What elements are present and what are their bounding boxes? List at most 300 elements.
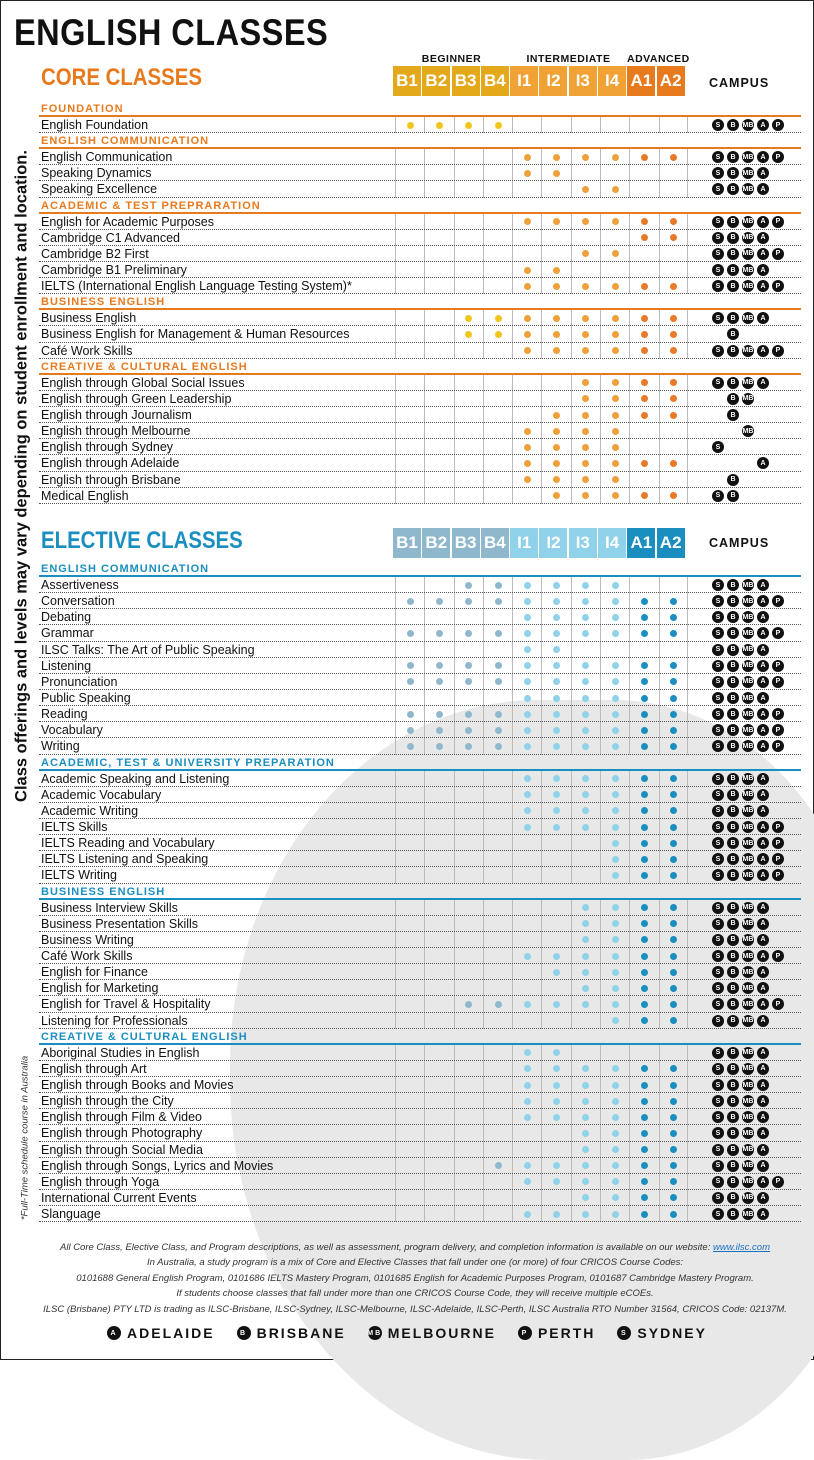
class-row	[39, 835, 801, 851]
level-cells	[395, 214, 688, 230]
level-dot	[553, 791, 560, 798]
level-cell	[629, 674, 658, 690]
category-header: BUSINESS ENGLISH	[39, 884, 801, 900]
campus-badges	[712, 1144, 787, 1156]
campus-empty	[772, 579, 784, 591]
campus-empty	[772, 934, 784, 946]
level-cell	[629, 996, 658, 1012]
level-cells	[395, 230, 688, 246]
level-cell	[424, 916, 453, 932]
level-dot	[582, 711, 589, 718]
level-cell	[395, 1045, 424, 1061]
campus-empty	[772, 1208, 784, 1220]
level-dot	[612, 727, 619, 734]
level-cell	[424, 230, 453, 246]
level-cell	[424, 1174, 453, 1190]
level-cell	[600, 149, 629, 165]
level-cell	[659, 439, 688, 455]
level-cells	[395, 262, 688, 278]
campus-b-icon: B	[237, 1326, 251, 1340]
level-dot	[524, 1082, 531, 1089]
campus-empty	[772, 409, 784, 421]
level-cell	[659, 310, 688, 326]
campus-b-badge: B	[727, 966, 739, 978]
level-cell	[483, 609, 512, 625]
level-dot	[553, 630, 560, 637]
level-cell	[659, 1174, 688, 1190]
campus-p-badge: P	[772, 151, 784, 163]
level-cell	[512, 1061, 541, 1077]
level-cell	[395, 900, 424, 916]
campus-p-badge: P	[772, 740, 784, 752]
level-cell	[483, 835, 512, 851]
level-cell	[395, 1174, 424, 1190]
level-cell	[454, 343, 483, 359]
campus-a-badge: A	[757, 167, 769, 179]
level-cell	[659, 900, 688, 916]
level-cell	[395, 310, 424, 326]
level-cell	[571, 690, 600, 706]
level-dot	[465, 1001, 472, 1008]
campus-empty	[742, 474, 754, 486]
class-name: English through Adelaide	[41, 456, 180, 471]
class-name: Vocabulary	[41, 723, 103, 738]
level-cell	[454, 867, 483, 883]
level-cell	[483, 246, 512, 262]
campus-mb-badge: MB	[742, 950, 754, 962]
level-cell	[424, 165, 453, 181]
level-dot	[670, 630, 677, 637]
level-cell	[629, 787, 658, 803]
level-dot	[582, 985, 589, 992]
level-dot	[524, 582, 531, 589]
campus-a-badge: A	[757, 740, 769, 752]
level-cell	[483, 706, 512, 722]
level-cell	[600, 867, 629, 883]
level-dot	[612, 662, 619, 669]
level-cell	[395, 1206, 424, 1222]
level-cell	[483, 996, 512, 1012]
campus-b-badge: B	[727, 998, 739, 1010]
level-cell	[424, 674, 453, 690]
level-dot	[524, 444, 531, 451]
level-dot	[670, 727, 677, 734]
campus-badges	[712, 1079, 787, 1091]
campus-mb-badge: MB	[742, 595, 754, 607]
class-name: English through Film & Video	[41, 1110, 202, 1125]
campus-a-badge: A	[757, 660, 769, 672]
level-dot	[465, 662, 472, 669]
level-cell	[424, 391, 453, 407]
level-cell	[483, 1142, 512, 1158]
level-cell	[395, 851, 424, 867]
level-cell	[424, 439, 453, 455]
campus-s-badge: S	[712, 119, 724, 131]
level-cell	[629, 771, 658, 787]
level-cell	[659, 738, 688, 754]
campus-empty	[727, 457, 739, 469]
class-row	[39, 1045, 801, 1061]
level-cells	[395, 867, 688, 883]
level-dot	[612, 791, 619, 798]
level-dot	[524, 791, 531, 798]
campus-s-badge: S	[712, 280, 724, 292]
level-cell	[629, 181, 658, 197]
level-cell	[629, 1045, 658, 1061]
level-dot	[582, 630, 589, 637]
level-cell	[395, 326, 424, 342]
campus-a-badge: A	[757, 644, 769, 656]
campus-badges	[712, 1127, 787, 1139]
level-cells	[395, 1077, 688, 1093]
level-cell	[659, 230, 688, 246]
level-cell	[395, 181, 424, 197]
level-cell	[629, 1061, 658, 1077]
level-dot	[524, 154, 531, 161]
level-dot	[495, 331, 502, 338]
level-a1-header: A1	[627, 528, 655, 558]
level-cell	[395, 803, 424, 819]
level-dot	[582, 791, 589, 798]
level-dot	[436, 743, 443, 750]
category-header: BUSINESS ENGLISH	[39, 294, 801, 310]
level-dot	[641, 1194, 648, 1201]
level-cell	[659, 214, 688, 230]
level-cell	[395, 165, 424, 181]
level-cell	[541, 851, 570, 867]
level-cells	[395, 165, 688, 181]
class-row	[39, 948, 801, 964]
campus-badges	[712, 611, 787, 623]
class-row	[39, 690, 801, 706]
campus-mb-badge: MB	[742, 312, 754, 324]
level-cell	[424, 455, 453, 471]
class-name: Business English	[41, 311, 137, 326]
level-dot	[495, 315, 502, 322]
level-cell	[483, 407, 512, 423]
campus-s-badge: S	[712, 918, 724, 930]
level-dot	[582, 1114, 589, 1121]
level-cell	[629, 488, 658, 504]
level-cell	[659, 625, 688, 641]
website-link[interactable]: www.ilsc.com	[712, 1242, 770, 1253]
level-cell	[424, 738, 453, 754]
level-cell	[629, 948, 658, 964]
level-dot	[670, 920, 677, 927]
level-cell	[512, 996, 541, 1012]
campus-badges	[712, 805, 787, 817]
level-dot	[612, 582, 619, 589]
level-cell	[454, 609, 483, 625]
level-cell	[541, 1206, 570, 1222]
level-cell	[541, 149, 570, 165]
level-dot	[495, 662, 502, 669]
level-dot	[670, 904, 677, 911]
level-cell	[454, 722, 483, 738]
level-cell	[629, 472, 658, 488]
level-dot	[641, 492, 648, 499]
campus-b-badge: B	[727, 312, 739, 324]
campus-badges	[712, 627, 787, 639]
level-dot	[582, 379, 589, 386]
level-b4-header: B4	[481, 66, 509, 96]
level-cell	[483, 948, 512, 964]
level-cell	[659, 609, 688, 625]
class-row	[39, 819, 801, 835]
level-cell	[424, 625, 453, 641]
class-name: Cambridge B2 First	[41, 246, 149, 261]
campus-s-badge: S	[712, 1063, 724, 1075]
level-cell	[600, 1061, 629, 1077]
class-row	[39, 214, 801, 230]
campus-a-badge: A	[757, 627, 769, 639]
level-dot	[553, 460, 560, 467]
level-dot	[553, 824, 560, 831]
level-dot	[524, 1162, 531, 1169]
level-dot	[641, 1098, 648, 1105]
campus-b-badge: B	[727, 1127, 739, 1139]
level-dot	[524, 283, 531, 290]
class-name: Grammar	[41, 626, 94, 641]
level-dot	[582, 460, 589, 467]
campus-s-badge: S	[712, 982, 724, 994]
level-cell	[454, 1109, 483, 1125]
campus-empty	[772, 773, 784, 785]
level-cell	[483, 867, 512, 883]
level-dot	[553, 969, 560, 976]
class-name: Writing	[41, 739, 80, 754]
campus-a-badge: A	[757, 918, 769, 930]
campus-mb-badge: MB	[742, 869, 754, 881]
level-cells	[395, 609, 688, 625]
level-cell	[541, 1190, 570, 1206]
level-cell	[600, 1206, 629, 1222]
level-dot	[641, 985, 648, 992]
level-cell	[483, 1013, 512, 1029]
level-cell	[629, 1206, 658, 1222]
level-dot	[495, 630, 502, 637]
class-name: Speaking Excellence	[41, 182, 158, 197]
campus-mb-badge: MB	[742, 232, 754, 244]
level-cell	[541, 439, 570, 455]
level-cell	[424, 980, 453, 996]
campus-b-badge: B	[727, 328, 739, 340]
campus-s-badge: S	[712, 644, 724, 656]
level-cell	[659, 181, 688, 197]
campus-empty	[757, 328, 769, 340]
campus-mb-badge: MB	[742, 708, 754, 720]
level-cell	[483, 310, 512, 326]
class-row	[39, 658, 801, 674]
level-dot	[465, 331, 472, 338]
level-cell	[512, 900, 541, 916]
level-dot	[612, 1001, 619, 1008]
level-cell	[454, 980, 483, 996]
level-cell	[454, 117, 483, 133]
level-dot	[582, 218, 589, 225]
level-cell	[659, 1206, 688, 1222]
level-cell	[424, 787, 453, 803]
campus-empty	[772, 1127, 784, 1139]
class-name: English through Songs, Lyrics and Movies	[41, 1158, 274, 1173]
level-cell	[512, 1158, 541, 1174]
campus-p-badge: P	[772, 950, 784, 962]
campus-s-badge: S	[712, 579, 724, 591]
level-cells	[395, 1093, 688, 1109]
level-dot	[612, 695, 619, 702]
level-dot	[670, 379, 677, 386]
level-cell	[483, 964, 512, 980]
level-cell	[483, 326, 512, 342]
campus-a-badge: A	[757, 595, 769, 607]
level-cell	[454, 916, 483, 932]
level-cell	[571, 819, 600, 835]
level-dot	[641, 969, 648, 976]
level-dot	[612, 775, 619, 782]
level-cell	[659, 577, 688, 593]
level-cells	[395, 326, 688, 342]
level-dot	[612, 1178, 619, 1185]
level-cell	[424, 181, 453, 197]
level-cell	[659, 948, 688, 964]
level-dot	[582, 743, 589, 750]
level-cell	[541, 996, 570, 1012]
class-name: English through Global Social Issues	[41, 375, 245, 390]
class-name: IELTS Skills	[41, 820, 108, 835]
campus-mb-badge: MB	[742, 280, 754, 292]
level-cell	[629, 310, 658, 326]
campus-badges	[712, 328, 787, 340]
level-cell	[424, 851, 453, 867]
campus-mb-badge: MB	[742, 393, 754, 405]
campus-p-badge: P	[772, 216, 784, 228]
level-cell	[629, 262, 658, 278]
campus-s-badge: S	[712, 248, 724, 260]
level-cell	[483, 1158, 512, 1174]
level-dot	[670, 872, 677, 879]
level-cell	[600, 964, 629, 980]
class-row	[39, 262, 801, 278]
level-cell	[659, 149, 688, 165]
level-dot	[582, 1130, 589, 1137]
level-cell	[629, 423, 658, 439]
level-cell	[483, 1045, 512, 1061]
level-cell	[571, 771, 600, 787]
level-dot	[553, 492, 560, 499]
level-dot	[553, 1211, 560, 1218]
class-name: English through Sydney	[41, 440, 174, 455]
level-cell	[395, 214, 424, 230]
level-cell	[395, 771, 424, 787]
level-dot	[465, 678, 472, 685]
campus-badges	[712, 183, 787, 195]
level-cell	[600, 1174, 629, 1190]
level-cells	[395, 1142, 688, 1158]
campus-b-badge: B	[727, 409, 739, 421]
campus-b-badge: B	[727, 1047, 739, 1059]
campus-p-badge: P	[772, 708, 784, 720]
level-cell	[424, 771, 453, 787]
campus-a-badge: A	[757, 1208, 769, 1220]
campus-badges	[712, 151, 787, 163]
campus-b-badge: B	[727, 1160, 739, 1172]
level-cells	[395, 835, 688, 851]
level-cell	[483, 375, 512, 391]
level-cells	[395, 1158, 688, 1174]
campus-a-badge: A	[757, 1063, 769, 1075]
level-cell	[395, 1013, 424, 1029]
level-dot	[582, 1194, 589, 1201]
level-cell	[483, 1077, 512, 1093]
campus-s-badge: S	[712, 789, 724, 801]
level-dot	[670, 347, 677, 354]
level-dot	[612, 711, 619, 718]
campus-empty	[712, 474, 724, 486]
level-dot	[582, 678, 589, 685]
level-dot	[582, 1146, 589, 1153]
level-cell	[659, 488, 688, 504]
category-header: ACADEMIC & TEST PREPRARATION	[39, 198, 801, 214]
campus-a-badge: A	[757, 1047, 769, 1059]
level-cell	[659, 391, 688, 407]
level-cell	[571, 674, 600, 690]
campus-empty	[757, 409, 769, 421]
level-cell	[541, 326, 570, 342]
level-cells	[395, 948, 688, 964]
campus-b-badge: B	[727, 345, 739, 357]
level-dot	[524, 315, 531, 322]
level-cell	[424, 706, 453, 722]
campus-empty	[742, 490, 754, 502]
level-cell	[395, 1061, 424, 1077]
level-i2-header: I2	[539, 66, 567, 96]
campus-s-badge: S	[712, 998, 724, 1010]
level-dot	[612, 331, 619, 338]
level-dot	[465, 122, 472, 129]
level-cell	[395, 246, 424, 262]
level-cell	[512, 577, 541, 593]
class-row	[39, 1077, 801, 1093]
level-cell	[659, 803, 688, 819]
level-cell	[454, 488, 483, 504]
campus-badges	[712, 708, 787, 720]
class-name: English for Marketing	[41, 981, 159, 996]
level-cell	[659, 980, 688, 996]
class-name: Assertiveness	[41, 578, 119, 593]
class-name: English Communication	[41, 150, 173, 165]
level-dot	[582, 824, 589, 831]
level-cell	[629, 964, 658, 980]
level-cell	[512, 262, 541, 278]
campus-mb-badge: MB	[742, 966, 754, 978]
campus-badges	[712, 280, 787, 292]
level-cell	[483, 642, 512, 658]
level-cell	[629, 706, 658, 722]
level-cell	[395, 642, 424, 658]
campus-mb-badge: MB	[742, 1160, 754, 1172]
level-dot	[553, 331, 560, 338]
level-cell	[454, 593, 483, 609]
level-cell	[541, 1013, 570, 1029]
level-cell	[454, 771, 483, 787]
level-cell	[483, 1190, 512, 1206]
campus-s-badge: S	[712, 1079, 724, 1091]
campus-a-badge: A	[757, 345, 769, 357]
level-cell	[454, 375, 483, 391]
level-cell	[512, 407, 541, 423]
level-cell	[424, 1206, 453, 1222]
level-cell	[454, 439, 483, 455]
